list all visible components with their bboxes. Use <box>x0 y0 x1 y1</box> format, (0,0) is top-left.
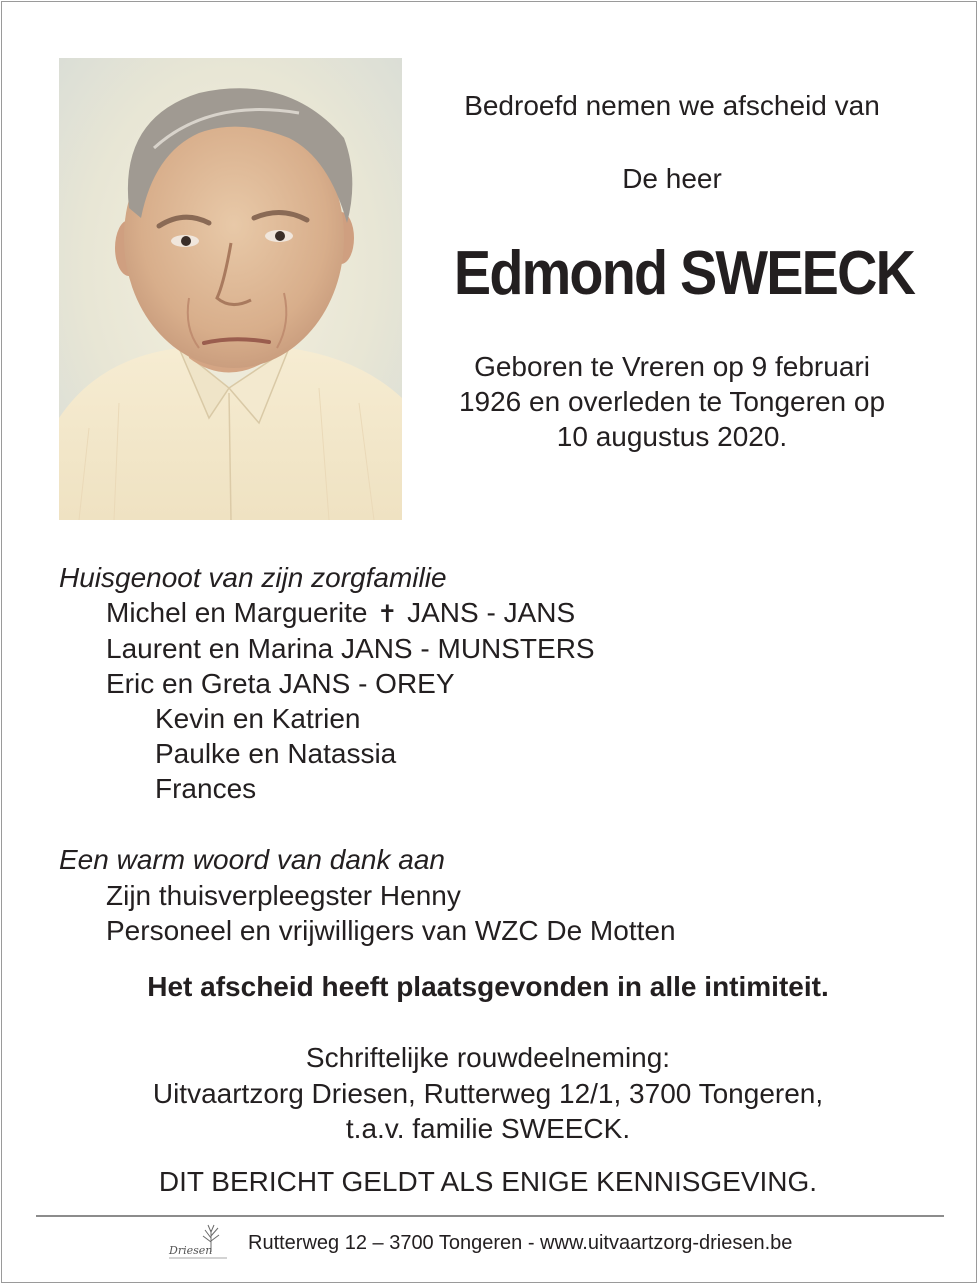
thanks-line: Zijn thuisverpleegster Henny <box>106 880 461 911</box>
family-member: Paulke en Natassia <box>155 738 397 769</box>
tree-logo-icon <box>167 1222 233 1264</box>
farewell-notice: Het afscheid heeft plaatsgevonden in alle intimiteit. <box>147 971 829 1002</box>
family-heading: Huisgenoot van zijn zorgfamilie <box>59 562 447 593</box>
deceased-name: Edmond SWEECK <box>453 239 915 308</box>
family-member: Kevin en Katrien <box>155 703 361 734</box>
family-member-name: Michel en Marguerite <box>106 597 368 628</box>
condolence-address: Uitvaartzorg Driesen, Rutterweg 12/1, 3700 Tongeren, <box>152 1078 824 1109</box>
footer-contact: Rutterweg 12 – 3700 Tongeren - www.uitvaartzorg-driesen.be <box>248 1232 793 1254</box>
family-member-surname: JANS - JANS <box>407 597 576 628</box>
thanks-heading: Een warm woord van dank aan <box>59 844 445 875</box>
logo-text: Driesen <box>169 1244 213 1257</box>
funeral-home-logo <box>167 1222 233 1264</box>
intro-text: Bedroefd nemen we afscheid van <box>464 90 880 121</box>
portrait-photo <box>59 58 402 520</box>
cross-icon: ✝ <box>377 601 398 628</box>
family-member: Laurent en Marina JANS - MUNSTERS <box>106 633 595 664</box>
condolence-heading: Schriftelijke rouwdeelneming: <box>305 1042 671 1073</box>
footer-divider <box>36 1215 944 1217</box>
birth-death-line: 1926 en overleden te Tongeren op <box>458 386 886 417</box>
family-member: Frances <box>155 773 257 804</box>
birth-death-line: 10 augustus 2020. <box>556 421 788 452</box>
condolence-attention: t.a.v. familie SWEECK. <box>345 1113 631 1144</box>
birth-death-line: Geboren te Vreren op 9 februari <box>474 351 870 382</box>
honorific: De heer <box>622 163 722 194</box>
family-member: Eric en Greta JANS - OREY <box>106 668 455 699</box>
thanks-line: Personeel en vrijwilligers van WZC De Motten <box>106 915 676 946</box>
official-notice: DIT BERICHT GELDT ALS ENIGE KENNISGEVING. <box>158 1166 818 1197</box>
portrait-illustration <box>59 58 402 520</box>
birth-death-details <box>412 349 932 454</box>
family-member <box>106 596 575 632</box>
